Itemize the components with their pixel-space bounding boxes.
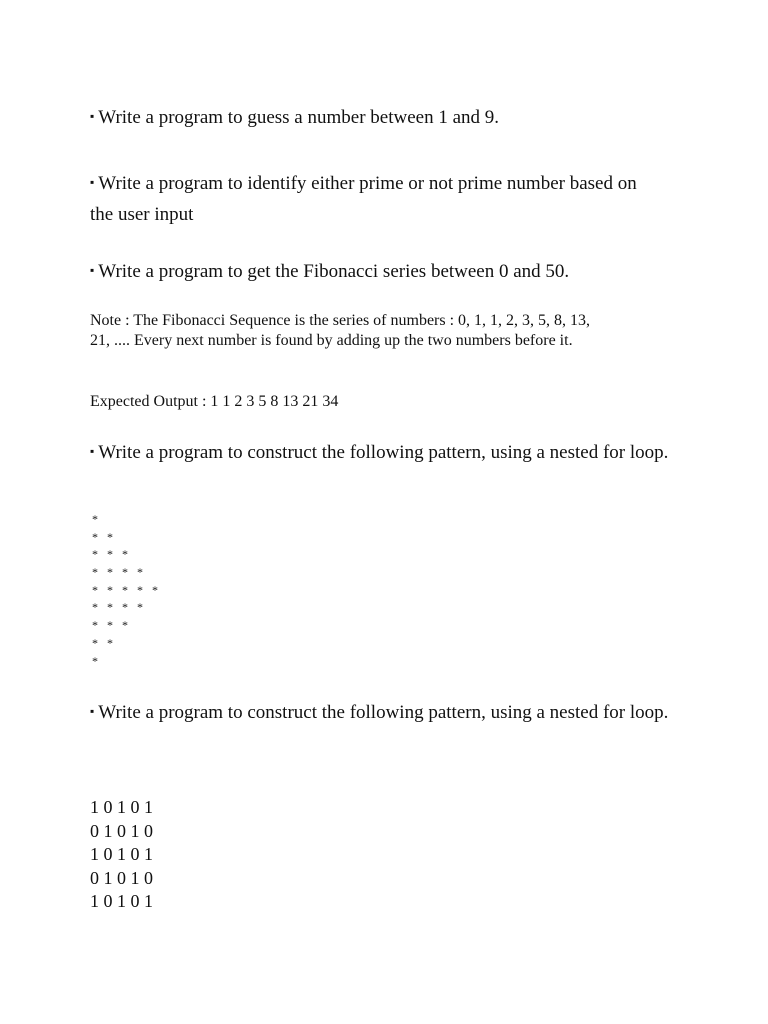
exercise-binary-pattern (90, 696, 670, 728)
star-row: * * * * (92, 565, 143, 580)
star-row: * * * * (92, 600, 143, 615)
exercise-text: Write a program to construct the following pattern, using a nested for loop. (98, 442, 669, 463)
binary-row: 1 0 1 0 1 (90, 891, 153, 911)
fibonacci-note: Note : The Fibonacci Sequence is the series of numbers : 0, 1, 1, 2, 3, 5, 8, 13, 21, .... Every next number is found by adding up the two numbers before it. (90, 312, 591, 349)
star-row: * * (92, 635, 113, 650)
bullet-marker: ▪ (90, 704, 95, 718)
exercise-prime-number (90, 167, 660, 230)
bullet-marker: ▪ (90, 175, 95, 189)
bullet-marker: ▪ (90, 109, 95, 123)
star-row: * * * (92, 547, 128, 562)
star-row: * (92, 653, 98, 668)
exercise-guess-number (90, 101, 690, 133)
exercise-text: Write a program to construct the following pattern, using a nested for loop. (98, 702, 669, 723)
star-row: * * (92, 529, 113, 544)
expected-output: Expected Output : 1 1 2 3 5 8 13 21 34 (90, 393, 339, 410)
binary-row: 0 1 0 1 0 (90, 867, 153, 888)
binary-row: 1 0 1 0 1 (90, 797, 153, 817)
star-pattern (92, 511, 158, 670)
exercise-text: Write a program to get the Fibonacci series between 0 and 50. (98, 261, 570, 282)
star-row: * * * (92, 618, 128, 633)
bullet-marker: ▪ (90, 263, 95, 277)
exercise-text: Write a program to identify either prime or not prime number based on the user input (90, 173, 637, 225)
binary-row: 0 1 0 1 0 (90, 820, 153, 841)
exercise-star-pattern (90, 436, 670, 468)
exercise-fibonacci (90, 255, 690, 287)
star-row: * (92, 512, 98, 526)
star-row: * * * * * (92, 582, 158, 597)
bullet-marker: ▪ (90, 444, 95, 458)
exercise-text: Write a program to guess a number between 1 and 9. (98, 107, 500, 128)
binary-row: 1 0 1 0 1 (90, 844, 153, 864)
binary-pattern (90, 796, 153, 914)
